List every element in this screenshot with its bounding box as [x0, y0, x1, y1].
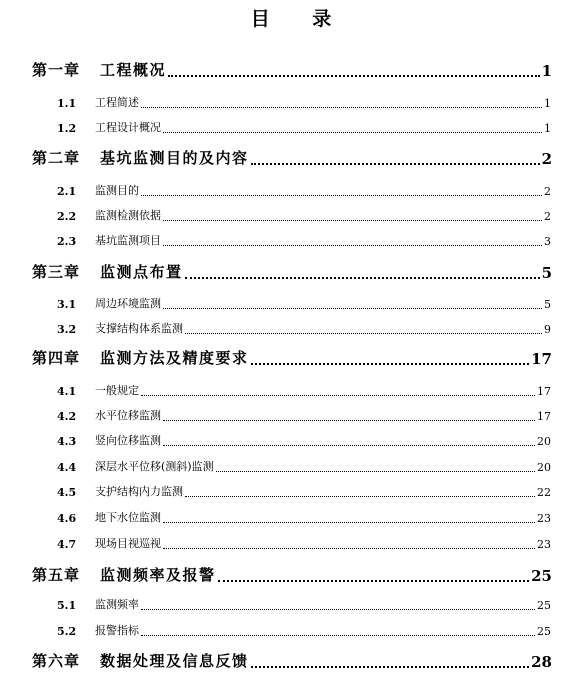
chapter-page-number: 1	[541, 62, 552, 80]
section-title: 监测目的	[95, 184, 139, 197]
section-title: 工程简述	[95, 96, 139, 109]
chapter-number: 第三章	[32, 263, 81, 281]
chapter-page-number: 5	[541, 264, 552, 282]
section-title: 监测检测依据	[95, 209, 161, 222]
section-title: 支护结构内力监测	[95, 485, 183, 498]
dot-leader	[168, 71, 540, 77]
section-number: 4.3	[57, 435, 77, 448]
toc-section-entry[interactable]	[57, 183, 551, 198]
section-page-number: 23	[537, 512, 551, 525]
chapter-page-number: 2	[541, 150, 552, 168]
section-page-number: 2	[544, 210, 551, 223]
dot-leader	[218, 576, 530, 582]
section-page-number: 22	[537, 486, 551, 499]
section-page-number: 3	[544, 235, 551, 248]
chapter-page-number: 25	[531, 567, 552, 585]
section-title: 工程设计概况	[95, 121, 161, 134]
section-title: 报警指标	[95, 624, 139, 637]
chapter-number: 第二章	[32, 149, 81, 167]
toc-section-entry[interactable]	[57, 484, 551, 499]
toc-section-entry[interactable]	[57, 120, 551, 135]
section-title: 支撑结构体系监测	[95, 322, 183, 335]
toc-section-entry[interactable]	[57, 233, 551, 248]
dot-leader	[163, 217, 542, 221]
chapter-title: 基坑监测目的及内容	[100, 149, 249, 167]
section-number: 5.1	[57, 599, 77, 612]
dot-leader	[141, 632, 535, 636]
section-page-number: 25	[537, 625, 551, 638]
dot-leader	[251, 359, 530, 365]
section-page-number: 20	[537, 435, 551, 448]
dot-leader	[163, 242, 542, 246]
page-title: 目 录	[250, 8, 350, 30]
section-title: 现场目视巡视	[95, 537, 161, 550]
toc-section-entry[interactable]	[57, 623, 551, 638]
toc-section-entry[interactable]	[57, 433, 551, 448]
toc-chapter-entry[interactable]	[32, 565, 552, 585]
section-number: 5.2	[57, 625, 77, 638]
chapter-page-number: 28	[531, 653, 552, 671]
toc-section-entry[interactable]	[57, 208, 551, 223]
section-title: 监测频率	[95, 598, 139, 611]
dot-leader	[185, 330, 542, 334]
section-title: 一般规定	[95, 384, 139, 397]
toc-section-entry[interactable]	[57, 536, 551, 551]
toc-section-entry[interactable]	[57, 459, 551, 474]
section-number: 4.7	[57, 538, 77, 551]
dot-leader	[251, 662, 530, 668]
toc-chapter-entry[interactable]	[32, 262, 552, 282]
dot-leader	[141, 192, 542, 196]
section-title: 周边环境监测	[95, 297, 161, 310]
chapter-title: 数据处理及信息反馈	[100, 652, 249, 670]
chapter-title: 监测点布置	[100, 263, 183, 281]
section-number: 3.2	[57, 323, 77, 336]
dot-leader	[163, 442, 535, 446]
section-page-number: 23	[537, 538, 551, 551]
dot-leader	[141, 104, 542, 108]
section-title: 基坑监测项目	[95, 234, 161, 247]
section-number: 2.1	[57, 185, 77, 198]
section-number: 2.2	[57, 210, 77, 223]
chapter-number: 第五章	[32, 566, 81, 584]
toc-section-entry[interactable]	[57, 408, 551, 423]
chapter-number: 第一章	[32, 61, 81, 79]
dot-leader	[185, 493, 535, 497]
section-page-number: 2	[544, 185, 551, 198]
toc-section-entry[interactable]	[57, 510, 551, 525]
chapter-title: 监测频率及报警	[100, 566, 216, 584]
section-page-number: 25	[537, 599, 551, 612]
dot-leader	[163, 305, 542, 309]
dot-leader	[185, 273, 540, 279]
chapter-page-number: 17	[531, 350, 552, 368]
chapter-title: 监测方法及精度要求	[100, 349, 249, 367]
dot-leader	[163, 545, 535, 549]
section-page-number: 1	[544, 97, 551, 110]
section-page-number: 9	[544, 323, 551, 336]
dot-leader	[163, 519, 535, 523]
section-title: 水平位移监测	[95, 409, 161, 422]
section-number: 1.2	[57, 122, 77, 135]
chapter-title: 工程概况	[100, 61, 167, 79]
section-number: 4.4	[57, 461, 77, 474]
section-page-number: 5	[544, 298, 551, 311]
toc-chapter-entry[interactable]	[32, 348, 552, 368]
toc-chapter-entry[interactable]	[32, 60, 552, 80]
dot-leader	[251, 159, 540, 165]
dot-leader	[163, 417, 535, 421]
section-page-number: 17	[537, 410, 551, 423]
toc-section-entry[interactable]	[57, 296, 551, 311]
section-number: 4.1	[57, 385, 77, 398]
toc-section-entry[interactable]	[57, 95, 551, 110]
toc-chapter-entry[interactable]	[32, 148, 552, 168]
section-number: 4.2	[57, 410, 77, 423]
dot-leader	[141, 392, 535, 396]
chapter-number: 第六章	[32, 652, 81, 670]
toc-section-entry[interactable]	[57, 383, 551, 398]
toc-section-entry[interactable]	[57, 321, 551, 336]
section-number: 3.1	[57, 298, 77, 311]
toc-chapter-entry[interactable]	[32, 651, 552, 671]
section-title: 深层水平位移(测斜)监测	[95, 460, 214, 473]
toc-section-entry[interactable]	[57, 597, 551, 612]
section-page-number: 17	[537, 385, 551, 398]
section-number: 2.3	[57, 235, 77, 248]
section-page-number: 1	[544, 122, 551, 135]
section-page-number: 20	[537, 461, 551, 474]
dot-leader	[163, 129, 542, 133]
dot-leader	[141, 606, 535, 610]
section-title: 地下水位监测	[95, 511, 161, 524]
section-number: 4.6	[57, 512, 77, 525]
chapter-number: 第四章	[32, 349, 81, 367]
section-title: 竖向位移监测	[95, 434, 161, 447]
section-number: 4.5	[57, 486, 77, 499]
section-number: 1.1	[57, 97, 77, 110]
dot-leader	[216, 468, 535, 472]
